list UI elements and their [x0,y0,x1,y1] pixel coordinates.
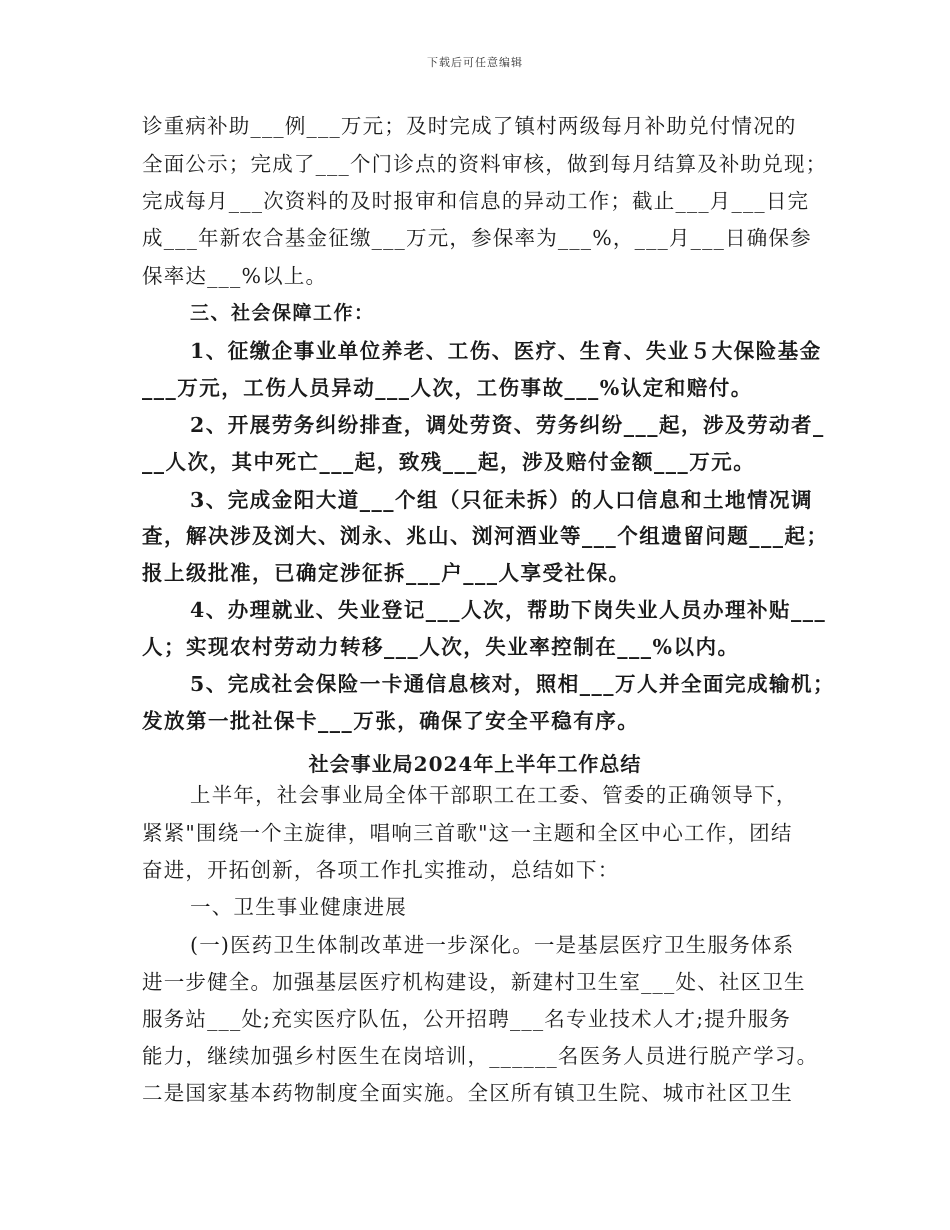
paragraph-line: 上半年，社会事业局全体干部职工在工委、管委的正确领导下， [190,783,798,807]
section-heading: 一、卫生事业健康进展 [190,895,407,919]
paragraph-line: 诊重病补助___例___万元；及时完成了镇村两级每月补助兑付情况的 [142,114,797,138]
bold-paragraph-line: 1、征缴企事业单位养老、工伤、医疗、生育、失业５大保险基金 [190,339,822,363]
document-title: 社会事业局2024年上半年工作总结 [308,752,642,776]
section-heading: 三、社会保障工作： [190,302,375,324]
bold-paragraph-line: ___万元，工伤人员异动___人次，工伤事故___%认定和赔付。 [142,376,753,400]
bold-paragraph-line: 4、办理就业、失业登记___人次，帮助下岗失业人员办理补贴___ [190,598,827,622]
paragraph-line: 保率达___%以上。 [142,264,328,288]
paragraph-line: (一)医药卫生体制改革进一步深化。一是基层医疗卫生服务体系 [190,933,795,957]
bold-paragraph-line: 2、开展劳务纠纷排查，调处劳资、劳务纠纷___起，涉及劳动者_ [190,413,825,437]
bold-paragraph-line: 5、完成社会保险一卡通信息核对，照相___万人并全面完成输机； [190,672,836,696]
page-header: 下载后可任意编辑 [427,56,523,69]
bold-paragraph-line: 3、完成金阳大道___个组（只征未拆）的人口信息和土地情况调 [190,488,814,512]
paragraph-line: 全面公示；完成了___个门诊点的资料审核，做到每月结算及补助兑现； [142,152,828,176]
paragraph-line: 奋进，开拓创新，各项工作扎实推动，总结如下： [142,858,620,882]
bold-paragraph-line: __人次，其中死亡___起，致残___起，涉及赔付金额___万元。 [142,450,756,474]
bold-paragraph-line: 报上级批准，已确定涉征拆___户___人享受社保。 [142,561,631,585]
paragraph-line: 能力，继续加强乡村医生在岗培训，______名医务人员进行脱产学习。 [142,1044,819,1068]
bold-paragraph-line: 查，解决涉及浏大、浏永、兆山、浏河酒业等___个组遗留问题___起； [142,524,829,548]
paragraph-line: 紧紧"围绕一个主旋律，唱响三首歌"这一主题和全区中心工作，团结 [142,821,793,845]
paragraph-line: 成___年新农合基金征缴___万元，参保率为___%，___月___日确保参 [142,226,812,250]
paragraph-line: 完成每月___次资料的及时报审和信息的异动工作；截止___月___日完 [142,189,810,213]
paragraph-line: 二是国家基本药物制度全面实施。全区所有镇卫生院、城市社区卫生 [142,1081,793,1105]
bold-paragraph-line: 人；实现农村劳动力转移___人次，失业率控制在___%以内。 [142,635,740,659]
paragraph-line: 进一步健全。加强基层医疗机构建设，新建村卫生室___处、社区卫生 [142,970,806,994]
bold-paragraph-line: 发放第一批社保卡___万张，确保了安全平稳有序。 [142,709,640,733]
paragraph-line: 服务站___处;充实医疗队伍，公开招聘___名专业技术人才;提升服务 [142,1007,792,1031]
